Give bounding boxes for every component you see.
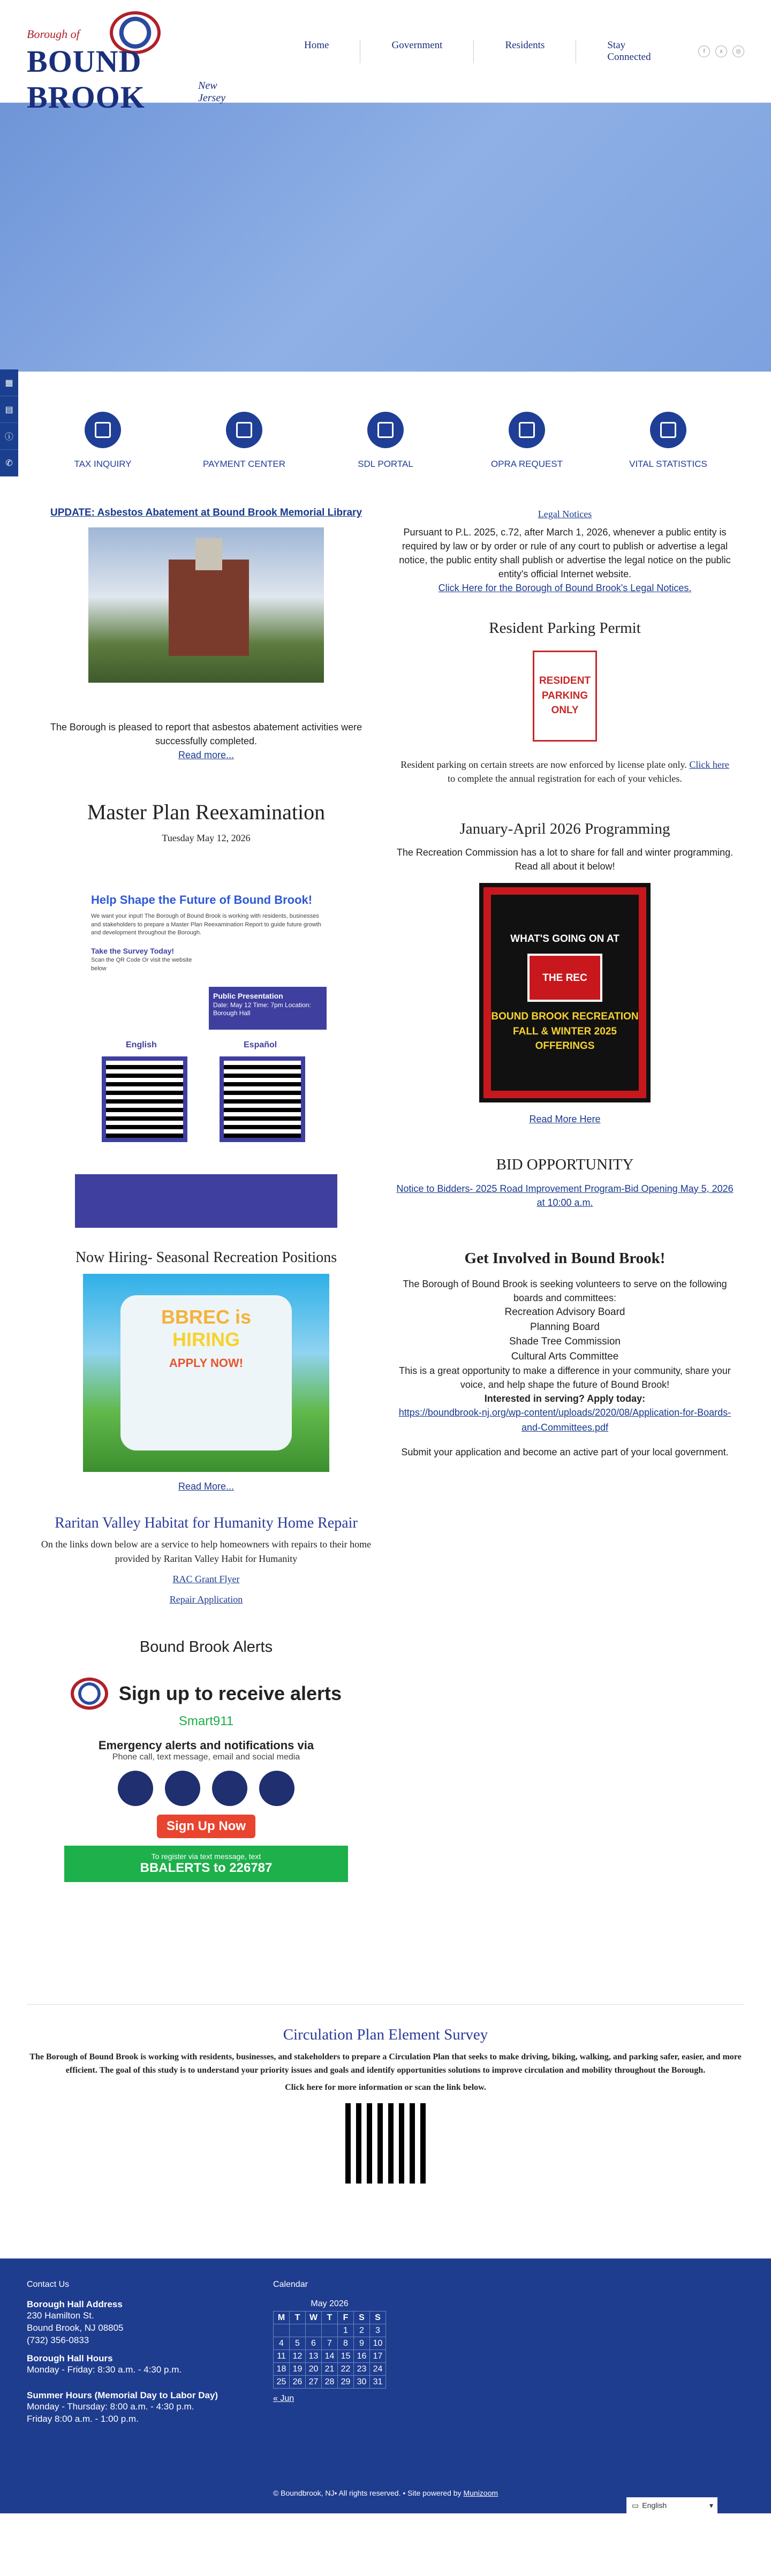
circulation-survey [27, 2004, 744, 2184]
logo-main-text: BOUND BROOK [27, 43, 145, 115]
quick-link-sdl-portal[interactable] [332, 412, 439, 470]
hiring-apply: APPLY NOW! [169, 1356, 244, 1370]
calendar-day[interactable]: 18 [274, 2363, 290, 2376]
language-label: English [642, 2501, 667, 2510]
payment-card-icon [226, 412, 262, 448]
flyer-title: Help Shape the Future of Bound Brook! [91, 893, 313, 907]
calendar-prev-link[interactable]: « Jun [273, 2394, 294, 2404]
parking-sign-line: PARKING [541, 690, 588, 701]
email-icon [212, 1771, 247, 1806]
alerts-flyer[interactable] [64, 1678, 348, 1951]
hall-title: Borough Hall Address [27, 2299, 123, 2310]
thumbs-up-icon [259, 1771, 294, 1806]
flyer-espanol-label: Español [244, 1040, 277, 1050]
phone-icon[interactable]: ✆ [0, 450, 18, 477]
habitat-grant-link[interactable]: RAC Grant Flyer [172, 1573, 240, 1584]
bid-title: BID OPPORTUNITY [496, 1156, 634, 1174]
calendar-day[interactable]: 13 [306, 2350, 322, 2363]
document-icon[interactable]: ▤ [0, 396, 18, 423]
calendar-day[interactable]: 30 [354, 2376, 370, 2389]
calendar-day-header: W [306, 2311, 322, 2324]
alerts-post [37, 1638, 375, 1951]
calendar-day[interactable]: 31 [370, 2376, 386, 2389]
circulation-cta[interactable]: Click here for more information or scan the link below. [285, 2083, 486, 2092]
info-icon[interactable]: ⓘ [0, 423, 18, 450]
rec-flyer[interactable] [479, 883, 651, 1102]
summer-line: Friday 8:00 a.m. - 1:00 p.m. [27, 2413, 139, 2424]
quick-link-label: VITAL STATISTICS [629, 459, 707, 469]
text-register-box [64, 1846, 348, 1882]
bid-post [396, 1153, 734, 1209]
legal-notices [396, 507, 734, 595]
parking-register-link[interactable]: Click here [689, 759, 729, 770]
calendar-day[interactable]: 25 [274, 2376, 290, 2389]
master-plan-title: Master Plan Reexamination [87, 800, 326, 825]
records-icon [650, 412, 686, 448]
alerts-signup-text: Sign up to receive alerts [118, 1682, 342, 1705]
x-icon[interactable]: x [715, 46, 727, 57]
nav-home[interactable]: Home [273, 40, 360, 63]
flyer-public-presentation [209, 987, 327, 1030]
programming-title: January-April 2026 Programming [459, 820, 670, 837]
summer-line: Monday - Thursday: 8:00 a.m. - 4:30 p.m. [27, 2401, 194, 2412]
parking-sign-image [533, 651, 597, 742]
contact-heading: Contact Us [27, 2280, 70, 2290]
hiring-title: Now Hiring- Seasonal Recreation Positions [75, 1249, 337, 1266]
calendar-day[interactable]: 19 [290, 2363, 306, 2376]
flyer-survey-title: Take the Survey Today! [91, 946, 175, 955]
legal-text: Pursuant to P.L. 2025, c.72, after March 1, 2026, whenever a public entity is required by law or by order or rule of any court to publish or advertise a legal notice, the public entity shall publish or advertise the legal notice on the public entity's official Internet website. [399, 526, 731, 579]
hiring-line2: HIRING [172, 1328, 240, 1351]
calendar-day[interactable]: 4 [274, 2337, 290, 2350]
copyright-text: © Boundbrook, NJ• All rights reserved. • Site powered by [273, 2489, 462, 2498]
calendar-day[interactable]: 21 [322, 2363, 338, 2376]
quick-link-label: TAX INQUIRY [74, 459, 132, 469]
summer-title: Summer Hours (Memorial Day to Labor Day) [27, 2390, 218, 2400]
social-links [698, 46, 744, 57]
instagram-icon[interactable]: ◎ [732, 46, 744, 57]
calendar-icon[interactable]: ▦ [0, 369, 18, 396]
calendar-day[interactable]: 5 [290, 2337, 306, 2350]
chat-icon [165, 1771, 200, 1806]
hiring-flyer[interactable] [83, 1274, 329, 1472]
rec-logo: THE REC [527, 954, 602, 1002]
site-footer [0, 2258, 771, 2513]
calendar-day [306, 2324, 322, 2337]
tax-icon [85, 412, 121, 448]
involved-post [396, 1247, 734, 1459]
interested-text: Interested in serving? Apply today: [484, 1393, 646, 1404]
involved-text: The Borough of Bound Brook is seeking volunteers to serve on the following boards and committees: [403, 1278, 727, 1303]
quick-link-payment-center[interactable] [191, 412, 298, 470]
hall-line: 230 Hamilton St. [27, 2310, 94, 2321]
clipboard-icon [367, 412, 404, 448]
calendar-day[interactable]: 15 [338, 2350, 354, 2363]
calendar-day[interactable]: 8 [338, 2337, 354, 2350]
calendar-day[interactable]: 14 [322, 2350, 338, 2363]
alerts-sub: Phone call, text message, email and social media [112, 1752, 300, 1762]
nav-stay-connected[interactable]: Stay Connected [607, 39, 651, 63]
site-logo[interactable] [27, 11, 241, 115]
calendar-day[interactable]: 3 [370, 2324, 386, 2337]
alerts-seal-icon [71, 1678, 108, 1710]
nav-government[interactable]: Government [360, 40, 474, 63]
habitat-title: Raritan Valley Habitat for Humanity Home Repair [55, 1515, 358, 1532]
calendar-day-header: T [322, 2311, 338, 2324]
calendar-day-header: M [274, 2311, 290, 2324]
quick-links [0, 372, 771, 507]
asbestos-post [37, 507, 375, 762]
text-register-code: BBALERTS to 226787 [140, 1860, 273, 1875]
calendar-day[interactable]: 11 [274, 2350, 290, 2363]
bid-link[interactable]: Notice to Bidders- 2025 Road Improvement Program-Bid Opening May 5, 2026 at 10:00 a.m. [396, 1183, 734, 1208]
calendar-day-header: F [338, 2311, 354, 2324]
circulation-qr-code[interactable] [345, 2103, 426, 2184]
calendar-column [273, 2280, 519, 2426]
alerts-title: Bound Brook Alerts [139, 1638, 273, 1656]
hall-line: Bound Brook, NJ 08805 [27, 2322, 124, 2333]
calendar-day[interactable]: 20 [306, 2363, 322, 2376]
programming-read-more[interactable]: Read More Here [529, 1113, 601, 1124]
calendar-week [274, 2350, 386, 2363]
calendar-week [274, 2363, 386, 2376]
asbestos-title-link[interactable]: UPDATE: Asbestos Abatement at Bound Brook Memorial Library [50, 507, 362, 518]
flyer-intro: We want your input! The Borough of Bound Brook is working with residents, businesses and stakeholders to prepare a Master Plan Reexamination Report to guide future growth and development throughout the Borough. [91, 913, 321, 936]
involved-text2: This is a great opportunity to make a difference in your community, share your voice, and help shape the future of Bound Brook! [399, 1365, 731, 1391]
copyright [0, 2489, 771, 2497]
facebook-icon[interactable]: f [698, 46, 710, 57]
nav-residents[interactable]: Residents [474, 40, 576, 63]
logo-state-text: New Jersey [198, 79, 226, 104]
calendar-day[interactable]: 28 [322, 2376, 338, 2389]
logo-top-text: Borough of [27, 27, 80, 41]
master-plan-date: Tuesday May 12, 2026 [162, 833, 251, 844]
hours-title: Borough Hall Hours [27, 2353, 113, 2363]
master-plan-flyer[interactable] [75, 893, 337, 1228]
english-qr-code[interactable] [102, 1056, 187, 1142]
hiring-read-more[interactable]: Read More... [178, 1481, 235, 1492]
hiring-line1: BBREC is [161, 1306, 252, 1328]
calendar-day[interactable]: 12 [290, 2350, 306, 2363]
flyer-public-title: Public Presentation [213, 992, 283, 1001]
calendar-day[interactable]: 26 [290, 2376, 306, 2389]
involved-title: Get Involved in Bound Brook! [464, 1249, 666, 1267]
calendar-day [290, 2324, 306, 2337]
contact-column [27, 2280, 273, 2426]
calendar-day[interactable]: 16 [354, 2350, 370, 2363]
main-content [0, 507, 771, 1972]
calendar-day-header: S [354, 2311, 370, 2324]
quick-link-label: OPRA REQUEST [490, 459, 563, 469]
quick-link-label: SDL PORTAL [358, 459, 413, 469]
side-toolbar [0, 369, 18, 477]
committee-item: Planning Board [530, 1321, 600, 1333]
right-column [386, 507, 744, 1972]
flyer-english-label: English [126, 1040, 157, 1050]
calendar-day[interactable]: 1 [338, 2324, 354, 2337]
munizoom-link[interactable]: Munizoom [463, 2489, 498, 2498]
habitat-repair-link[interactable]: Repair Application [169, 1593, 243, 1605]
chevron-down-icon: ▾ [709, 2501, 713, 2510]
hero-banner [0, 103, 771, 372]
committee-item: Recreation Advisory Board [504, 1306, 625, 1318]
submit-text: Submit your application and become an active part of your local government. [401, 1446, 729, 1457]
calendar-table [273, 2299, 386, 2389]
calendar-day[interactable]: 24 [370, 2363, 386, 2376]
phone-call-icon [118, 1771, 153, 1806]
form-icon [509, 412, 545, 448]
apply-link[interactable]: https://boundbrook-nj.org/wp-content/uploads/2020/08/Application-for-Boards-and-Committees.pdf [398, 1407, 731, 1433]
calendar-day[interactable]: 10 [370, 2337, 386, 2350]
legal-title-link[interactable]: Legal Notices [538, 509, 592, 519]
quick-link-opra-request[interactable] [473, 412, 580, 470]
quick-link-tax-inquiry[interactable] [49, 412, 156, 470]
quick-link-label: PAYMENT CENTER [203, 459, 285, 469]
circulation-title: Circulation Plan Element Survey [283, 2026, 488, 2043]
library-photo [88, 527, 324, 683]
parking-title: Resident Parking Permit [489, 620, 641, 637]
language-selector[interactable] [626, 2497, 717, 2513]
alerts-heading: Emergency alerts and notifications via [98, 1738, 314, 1752]
parking-text: Resident parking on certain streets are now enforced by license plate only. [400, 759, 687, 770]
parking-sign-line: ONLY [551, 705, 579, 716]
rec-flyer-top: WHAT'S GOING ON AT [510, 933, 619, 945]
flyer-scan-text: Scan the QR Code Or visit the website below [91, 957, 192, 972]
programming-post [396, 818, 734, 1127]
calendar-day [322, 2324, 338, 2337]
circulation-text: The Borough of Bound Brook is working with residents, businesses, and stakeholders to prepare a Circulation Plan that seeks to make driving, biking, walking, and parking safer, easier, and more efficient. The goal of this study is to understand your priority issues and goals and identify opportunities solutions to improve circulation and mobility throughout the Borough. [29, 2052, 742, 2075]
site-header [0, 0, 771, 115]
calendar-day[interactable]: 22 [338, 2363, 354, 2376]
calendar-day[interactable]: 29 [338, 2376, 354, 2389]
hours-text: Monday - Friday: 8:30 a.m. - 4:30 p.m. [27, 2364, 182, 2375]
calendar-heading: Calendar [273, 2280, 308, 2290]
hall-phone[interactable]: (732) 356-0833 [27, 2335, 89, 2345]
calendar-day[interactable]: 17 [370, 2350, 386, 2363]
text-register-label: To register via text message, text [151, 1852, 261, 1861]
rec-flyer-bottom: BOUND BROOK RECREATION FALL & WINTER 2025 OFFERINGS [491, 1011, 639, 1052]
habitat-text: On the links down below are a service to help homeowners with repairs to their home provided by Raritan Valley Habit for Humanity [41, 1539, 372, 1564]
calendar-week [274, 2337, 386, 2350]
parking-sign-line: RESIDENT [539, 675, 591, 687]
master-plan-post [37, 799, 375, 1228]
flyer-footer-band [75, 1174, 337, 1228]
calendar-week [274, 2324, 386, 2337]
calendar-day[interactable]: 23 [354, 2363, 370, 2376]
calendar-day-header: T [290, 2311, 306, 2324]
habitat-post [37, 1515, 375, 1606]
parking-text2: to complete the annual registration for each of your vehicles. [448, 773, 682, 784]
asbestos-text: The Borough is pleased to report that asbestos abatement activities were successfully completed. [50, 722, 362, 747]
calendar-day[interactable]: 7 [322, 2337, 338, 2350]
committees-list [396, 1305, 734, 1364]
calendar-day[interactable]: 6 [306, 2337, 322, 2350]
flyer-public-details: Date: May 12 Time: 7pm Location: Borough Hall [213, 1001, 311, 1017]
calendar-week [274, 2376, 386, 2389]
smart911-logo: Smart911 [178, 1713, 234, 1728]
legal-link[interactable]: Click Here for the Borough of Bound Brook's Legal Notices. [438, 582, 692, 593]
flag-icon: ▭ [632, 2501, 639, 2510]
main-nav [273, 40, 682, 63]
committee-item: Cultural Arts Committee [511, 1350, 619, 1362]
parking-post [396, 617, 734, 785]
asbestos-read-more[interactable]: Read more... [178, 750, 235, 761]
calendar-day[interactable]: 27 [306, 2376, 322, 2389]
quick-link-vital-statistics[interactable] [615, 412, 722, 470]
calendar-month: May 2026 [311, 2299, 349, 2309]
spanish-qr-code[interactable] [220, 1056, 305, 1142]
calendar-day[interactable]: 2 [354, 2324, 370, 2337]
signup-now-button[interactable]: Sign Up Now [157, 1815, 255, 1838]
programming-text: The Recreation Commission has a lot to share for fall and winter programming. Read all about it below! [396, 847, 734, 872]
committee-item: Shade Tree Commission [509, 1336, 621, 1348]
calendar-day-header: S [370, 2311, 386, 2324]
hiring-post [37, 1249, 375, 1493]
calendar-day [274, 2324, 290, 2337]
left-column [27, 507, 386, 1972]
calendar-day[interactable]: 9 [354, 2337, 370, 2350]
